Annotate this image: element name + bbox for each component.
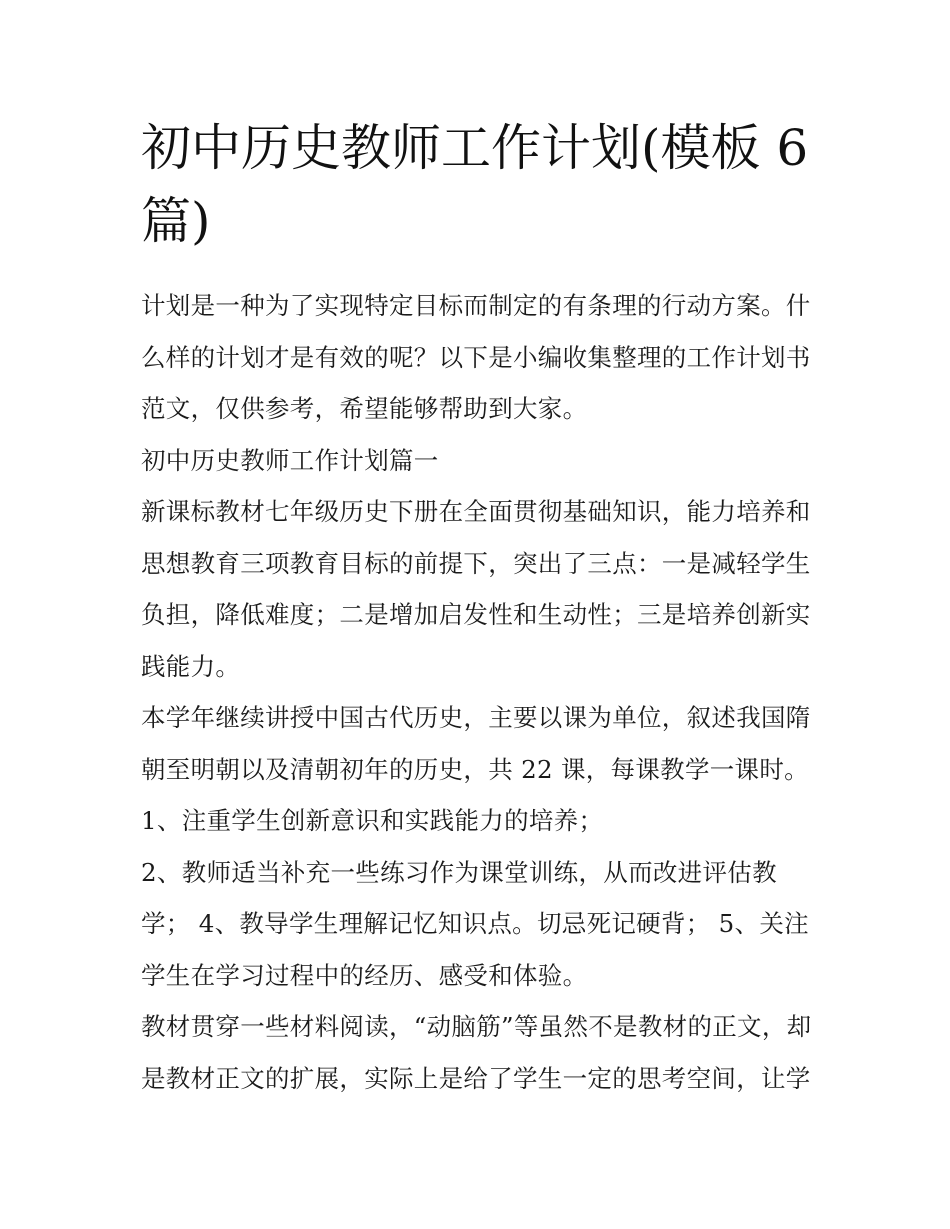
body-paragraph — [141, 486, 817, 692]
text-line: 践能力。 — [141, 651, 241, 681]
section-heading — [141, 435, 817, 487]
body-paragraph — [141, 1001, 817, 1104]
body-paragraph — [141, 692, 817, 795]
text-line: 思想教育三项教育目标的前提下，突出了三点：一是减轻学生 — [141, 548, 811, 578]
list-item — [141, 847, 817, 1002]
text-line: 负担，降低难度；二是增加启发性和生动性；三是培养创新实 — [141, 600, 811, 629]
title-line: 初中历史教师工作计划(模板 6 — [141, 119, 809, 177]
text-line: 朝至明朝以及清朝初年的历史，共 22 课，每课教学一课时。 — [141, 754, 809, 784]
text-line: 1、注重学生创新意识和实践能力的培养； — [141, 806, 604, 835]
document-title — [141, 112, 821, 258]
title-line: 篇) — [141, 192, 211, 250]
text-line: 2、教师适当补充一些练习作为课堂训练，从而改进评估教 — [141, 857, 777, 887]
text-line: 么样的计划才是有效的呢？以下是小编收集整理的工作计划书 — [141, 342, 811, 372]
text-line: 本学年继续讲授中国古代历史，主要以课为单位，叙述我国隋 — [141, 703, 811, 732]
text-line: 是教材正文的扩展，实际上是给了学生一定的思考空间，让学 — [141, 1063, 811, 1093]
text-line: 新课标教材七年级历史下册在全面贯彻基础知识，能力培养和 — [141, 497, 811, 526]
text-line: 学； 4、教导学生理解记忆知识点。切忌死记硬背； 5、关注 — [141, 909, 809, 938]
text-line: 初中历史教师工作计划篇一 — [141, 445, 439, 475]
text-line: 范文，仅供参考，希望能够帮助到大家。 — [141, 394, 588, 423]
text-line: 计划是一种为了实现特定目标而制定的有条理的行动方案。什 — [141, 291, 811, 320]
text-line: 教材贯穿一些材料阅读，“动脑筋”等虽然不是教材的正文，却 — [141, 1012, 812, 1041]
list-item — [141, 795, 817, 847]
intro-paragraph — [141, 280, 817, 435]
text-line: 学生在学习过程中的经历、感受和体验。 — [141, 960, 588, 990]
document-body — [141, 280, 817, 1104]
